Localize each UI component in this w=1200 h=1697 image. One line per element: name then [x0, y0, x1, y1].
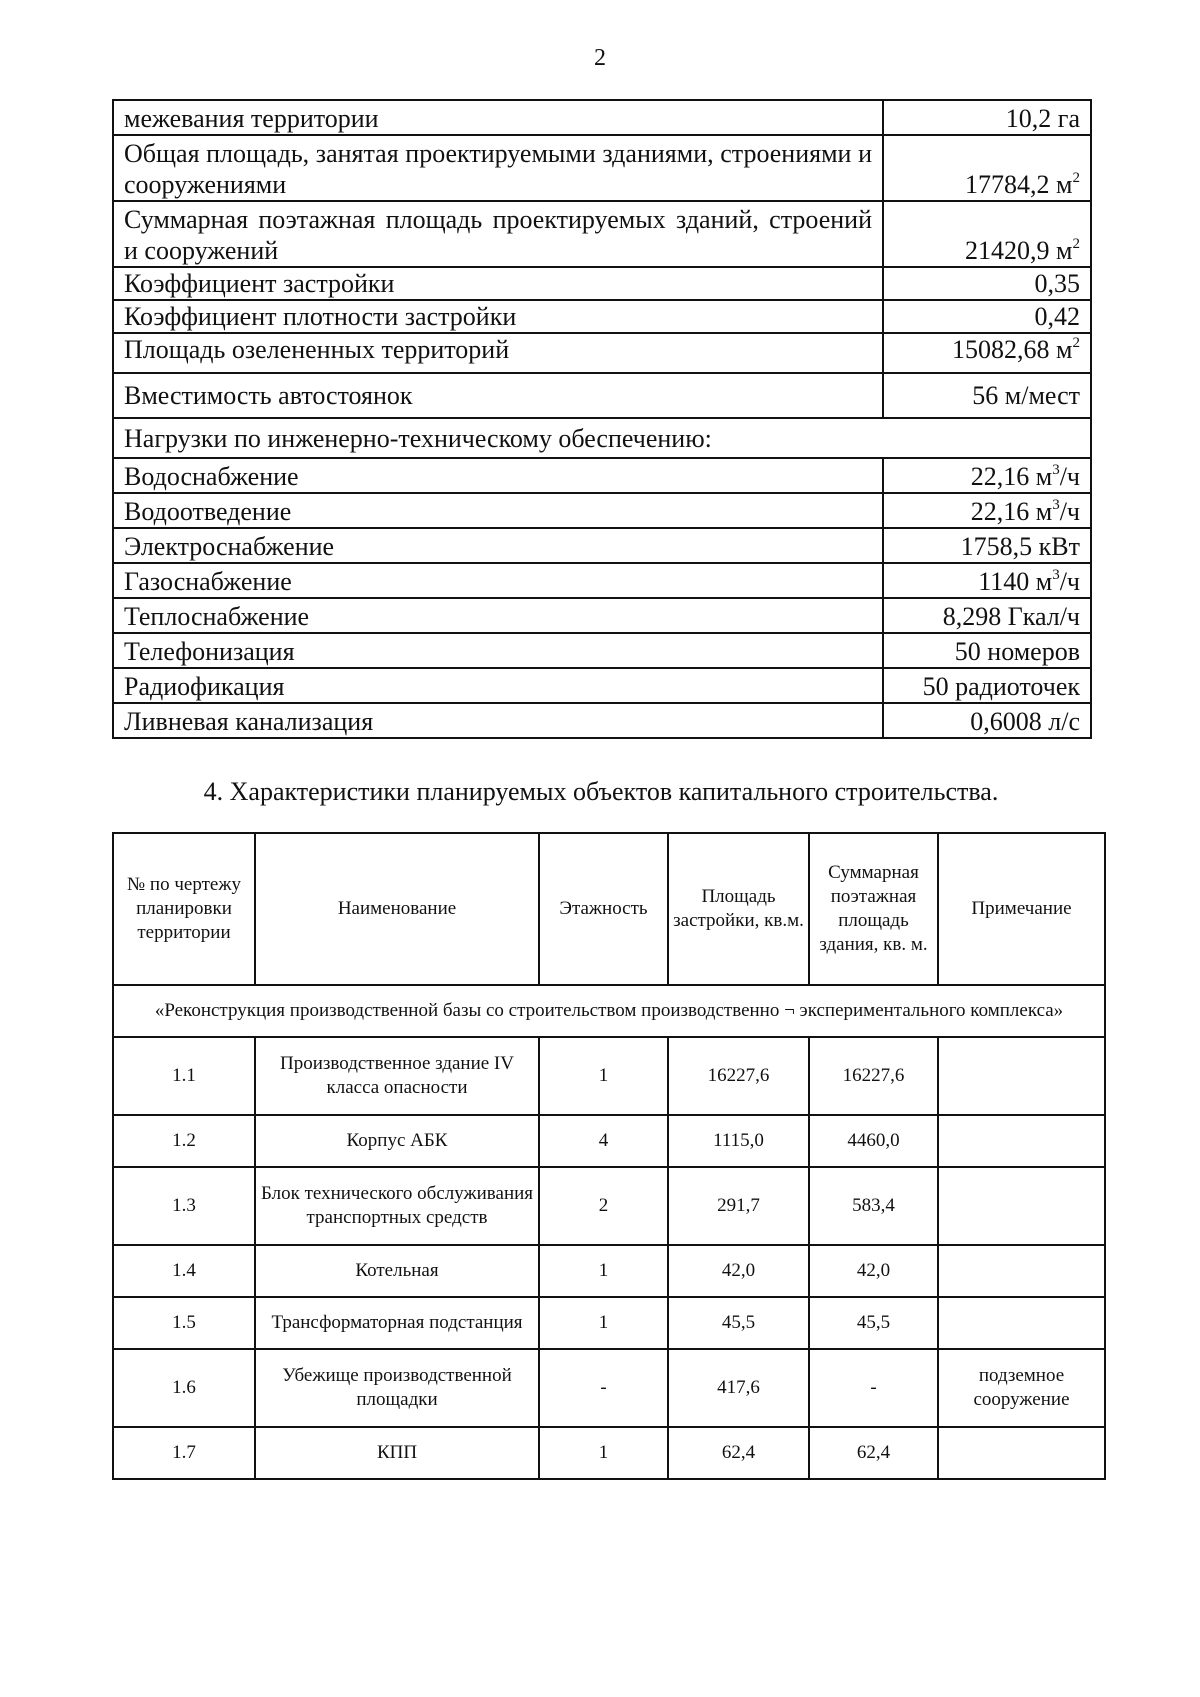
cell-total-floor-area: 16227,6: [809, 1037, 938, 1115]
indicator-value: 1758,5 кВт: [883, 528, 1091, 563]
cell-note: [938, 1037, 1105, 1115]
indicator-value: 0,6008 л/с: [883, 703, 1091, 738]
project-title: «Реконструкция производственной базы со строительством производственно ¬ экспериментального комплекса»: [113, 985, 1105, 1037]
indicator-value: 10,2 га: [883, 100, 1091, 135]
cell-note: [938, 1115, 1105, 1167]
table-row: [113, 135, 1091, 201]
table-row: [113, 598, 1091, 633]
cell-total-floor-area: 583,4: [809, 1167, 938, 1245]
table-row: [113, 1037, 1105, 1115]
table-row: [113, 528, 1091, 563]
table-row: [113, 668, 1091, 703]
cell-number: 1.3: [113, 1167, 255, 1245]
indicator-value: 1140 $м^3/ч$: [883, 563, 1091, 598]
cell-floors: 4: [539, 1115, 668, 1167]
cell-number: 1.1: [113, 1037, 255, 1115]
header-number: № по чертежу планировки территории: [113, 833, 255, 985]
cell-floors: 1: [539, 1037, 668, 1115]
indicator-value: 50 радиоточек: [883, 668, 1091, 703]
objects-table: [112, 832, 1106, 1480]
cell-note: [938, 1427, 1105, 1479]
section-heading: 4. Характеристики планируемых объектов капитального строительства.: [203, 777, 999, 806]
table-row: [113, 418, 1091, 458]
indicator-label: Коэффициент застройки: [113, 267, 883, 300]
indicator-value: 22,16 $м^3/ч$: [883, 493, 1091, 528]
indicator-label: Электроснабжение: [113, 528, 883, 563]
table-row: [113, 1115, 1105, 1167]
page-number: 2: [594, 45, 606, 71]
cell-built-area: 1115,0: [668, 1115, 809, 1167]
indicator-value: 17784,2 $м^2$: [883, 135, 1091, 201]
cell-number: 1.7: [113, 1427, 255, 1479]
table-row: [113, 458, 1091, 493]
table-row: [113, 563, 1091, 598]
indicator-value: 15082,68 $м^2$: [883, 333, 1091, 373]
indicator-value: 21420,9 $м^2$: [883, 201, 1091, 267]
indicator-label: Газоснабжение: [113, 563, 883, 598]
cell-built-area: 16227,6: [668, 1037, 809, 1115]
indicator-label: Теплоснабжение: [113, 598, 883, 633]
header-name: Наименование: [255, 833, 539, 985]
cell-number: 1.4: [113, 1245, 255, 1297]
indicator-label: Ливневая канализация: [113, 703, 883, 738]
cell-note: подземное сооружение: [938, 1349, 1105, 1427]
indicator-value: 22,16 $м^3/ч$: [883, 458, 1091, 493]
cell-number: 1.2: [113, 1115, 255, 1167]
cell-built-area: 62,4: [668, 1427, 809, 1479]
table-row: [113, 1297, 1105, 1349]
cell-floors: 1: [539, 1297, 668, 1349]
utilities-header: Нагрузки по инженерно-техническому обеспечению:: [113, 418, 1091, 458]
indicator-label: межевания территории: [113, 100, 883, 135]
cell-floors: 2: [539, 1167, 668, 1245]
cell-name: Корпус АБК: [255, 1115, 539, 1167]
indicator-label: Коэффициент плотности застройки: [113, 300, 883, 333]
indicator-label: Телефонизация: [113, 633, 883, 668]
cell-total-floor-area: -: [809, 1349, 938, 1427]
cell-total-floor-area: 62,4: [809, 1427, 938, 1479]
indicator-label: Вместимость автостоянок: [113, 373, 883, 418]
header-total-floor-area: Суммарная поэтажная площадь здания, кв. м.: [809, 833, 938, 985]
table-row: [113, 201, 1091, 267]
header-note: Примечание: [938, 833, 1105, 985]
table-row: [113, 1427, 1105, 1479]
header-built-area: Площадь застройки, кв.м.: [668, 833, 809, 985]
section-title-row: [113, 985, 1105, 1037]
cell-name: Блок технического обслуживания транспортных средств: [255, 1167, 539, 1245]
indicator-value: 0,35: [883, 267, 1091, 300]
table-row: [113, 1349, 1105, 1427]
cell-floors: -: [539, 1349, 668, 1427]
cell-total-floor-area: 4460,0: [809, 1115, 938, 1167]
table-row: [113, 373, 1091, 418]
indicator-value: 50 номеров: [883, 633, 1091, 668]
cell-number: 1.6: [113, 1349, 255, 1427]
indicators-table: [112, 99, 1092, 739]
cell-built-area: 291,7: [668, 1167, 809, 1245]
cell-name: Трансформаторная подстанция: [255, 1297, 539, 1349]
indicator-value: 0,42: [883, 300, 1091, 333]
table-row: [113, 300, 1091, 333]
cell-built-area: 42,0: [668, 1245, 809, 1297]
table-row: [113, 1167, 1105, 1245]
cell-floors: 1: [539, 1427, 668, 1479]
cell-built-area: 45,5: [668, 1297, 809, 1349]
table-row: [113, 703, 1091, 738]
table-row: [113, 493, 1091, 528]
cell-note: [938, 1245, 1105, 1297]
indicator-label: Радиофикация: [113, 668, 883, 703]
cell-total-floor-area: 42,0: [809, 1245, 938, 1297]
indicator-label: Общая площадь, занятая проектируемыми зданиями, строениями и сооружениями: [113, 135, 883, 201]
cell-note: [938, 1167, 1105, 1245]
cell-name: КПП: [255, 1427, 539, 1479]
cell-name: Производственное здание IV класса опасности: [255, 1037, 539, 1115]
table-row: [113, 333, 1091, 373]
cell-number: 1.5: [113, 1297, 255, 1349]
cell-floors: 1: [539, 1245, 668, 1297]
table-row: [113, 1245, 1105, 1297]
cell-name: Котельная: [255, 1245, 539, 1297]
indicator-value: 56 м/мест: [883, 373, 1091, 418]
indicator-label: Водоснабжение: [113, 458, 883, 493]
indicator-label: Водоотведение: [113, 493, 883, 528]
table-header-row: [113, 833, 1105, 985]
indicator-value: 8,298 Гкал/ч: [883, 598, 1091, 633]
cell-name: Убежище производственной площадки: [255, 1349, 539, 1427]
header-floors: Этажность: [539, 833, 668, 985]
table-row: [113, 267, 1091, 300]
table-row: [113, 633, 1091, 668]
cell-built-area: 417,6: [668, 1349, 809, 1427]
table-row: [113, 100, 1091, 135]
cell-note: [938, 1297, 1105, 1349]
cell-total-floor-area: 45,5: [809, 1297, 938, 1349]
indicator-label: Суммарная поэтажная площадь проектируемых зданий, строений и сооружений: [113, 201, 883, 267]
indicator-label: Площадь озелененных территорий: [113, 333, 883, 373]
